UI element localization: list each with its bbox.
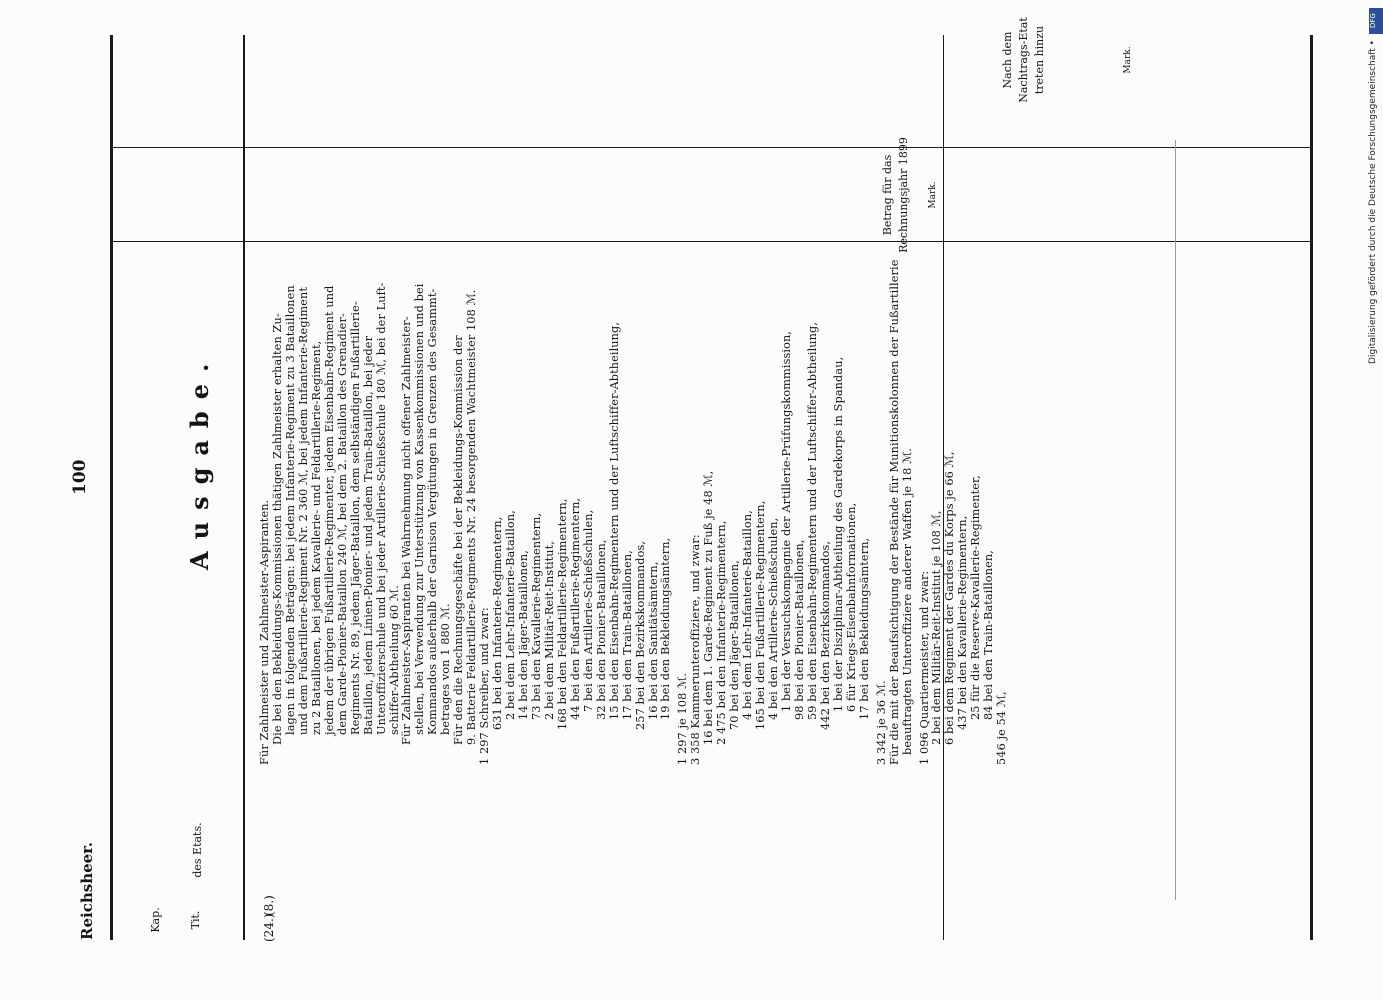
header-kap: Kap. <box>149 907 162 933</box>
body-line: 4 bei den Artillerie-Schießschulen, <box>767 517 781 720</box>
body-line: dem Garde-Pionier-Bataillon 240 ℳ, bei dem 2. Bataillon des Grenadier- <box>335 313 349 735</box>
body-line: Bataillon, jedem Linien-Pionier- und jedem Train-Bataillon, bei jeder <box>361 335 375 735</box>
body-line: und dem Fußartillerie-Regiment Nr. 2 360 ℳ, bei jedem Infanterie-Regiment <box>296 287 310 735</box>
body-line: 168 bei den Feldartillerie-Regimentern, <box>555 498 569 730</box>
header-nachtrag-unit: Mark. <box>1123 46 1133 74</box>
body-line: 14 bei den Jäger-Bataillonen, <box>517 550 530 720</box>
table-bottom-rule <box>1310 35 1313 940</box>
body-line: zu 2 Bataillonen, bei jedem Kavallerie- und Feldartillerie-Regiment, <box>309 340 323 735</box>
body-line: 3 358 Kammerunteroffiziere, und zwar: <box>689 534 703 765</box>
body-line: jedem der übrigen Fußartillerie-Regimenter, jedem Eisenbahn-Regiment und <box>322 285 336 735</box>
body-line: 6 für Kriegs-Eisenbahnformationen, <box>844 502 858 712</box>
body-line: 17 bei den Bekleidungsämtern, <box>857 537 871 720</box>
ausgabe-heading: Ausgabe. <box>185 351 214 570</box>
body-line: 3 342 je 36 ℳ. <box>874 680 888 765</box>
body-line: 4 bei dem Lehr-Infanterie-Bataillon, <box>741 510 755 720</box>
body-line: 17 bei den Train-Bataillonen, <box>620 550 634 720</box>
kap-value: (24.) <box>262 913 276 942</box>
body-line: 7 bei den Artillerie-Schießschulen, <box>581 509 595 712</box>
header-bottom-dotted <box>1175 140 1176 900</box>
body-line: schiffer-Abtheilung 60 ℳ. <box>387 585 401 735</box>
body-line: 15 bei den Eisenbahn-Regimentern und der Luftschiffer-Abtheilung, <box>607 321 621 720</box>
header-tit: Tit. <box>189 910 202 930</box>
body-line: 631 bei den Infanterie-Regimentern, <box>491 516 505 730</box>
body-line: betrages von 1 880 ℳ. <box>439 603 453 735</box>
body-line: Für den die Rechnungsgeschäfte bei der Bekleidungs-Kommission der <box>452 335 466 745</box>
tit-value: (8.) <box>262 895 276 916</box>
body-line: beauftragten Unteroffiziere anderer Waffen je 18 ℳ. <box>900 447 914 755</box>
body-line: 2 bei dem Lehr-Infanterie-Bataillon, <box>504 510 518 720</box>
body-line: 16 bei dem 1. Garde-Regiment zu Fuß je 48 ℳ, <box>702 470 716 745</box>
digitization-note: Digitalisierung gefördert durch die Deutsche Forschungsgemeinschaft • <box>1368 40 1378 364</box>
body-line: 16 bei den Sanitätsämtern, <box>646 561 660 720</box>
body-line: 1 bei der Disziplinar-Abtheilung des Gardekorps in Spandau, <box>831 356 845 712</box>
body-line: 1 297 je 108 ℳ. <box>676 672 690 765</box>
header-nachtrag: Nach dem Nachtrags-Etat treten hinzu <box>1001 17 1046 103</box>
body-line: 442 bei den Bezirkskommandos, <box>818 540 832 730</box>
body-line: 546 je 54 ℳ, <box>995 691 1009 765</box>
body-line: 59 bei den Eisenbahn-Regimentern und der Luftschiffer-Abtheilung, <box>805 321 819 720</box>
body-line: 2 bei dem Militär-Reit-Institut je 108 ℳ, <box>930 510 944 745</box>
header-column-divider <box>110 241 1310 242</box>
header-betrag-unit: Mark. <box>928 181 938 209</box>
body-line: Kommandos außerhalb der Garnison Vergütungen in Grenzen des Gesammt- <box>426 288 440 735</box>
body-line: Die bei den Bekleidungs-Kommissionen thätigen Zahlmeister erhalten Zu- <box>270 313 284 745</box>
body-line: 25 für die Reserve-Kavallerie-Regimenter, <box>969 475 983 720</box>
body-line: 98 bei den Pionier-Bataillonen, <box>792 539 806 720</box>
body-line: 1 bei der Versuchskompagnie der Artillerie-Prüfungskommission, <box>780 330 793 712</box>
body-line: 6 bei dem Regiment der Gardes du Korps je 66 ℳ, <box>943 451 957 745</box>
body-line: 1 297 Schreiber, und zwar: <box>478 607 492 765</box>
body-line: 70 bei den Jäger-Bataillonen, <box>728 560 742 730</box>
header-des-etats: des Etats. <box>191 822 204 878</box>
header-column-divider-2 <box>110 147 1310 148</box>
page-number: 100 <box>70 459 90 495</box>
body-line: Für Zahlmeister-Aspiranten bei Wahrnehmung nicht offener Zahlmeister- <box>400 316 414 745</box>
body-line: Regiments Nr. 89, jedem Jäger-Bataillon, dem selbständigen Fußartillerie- <box>348 301 362 735</box>
body-line: 44 bei den Fußartillerie-Regimentern, <box>568 497 582 720</box>
body-line: 2 475 bei den Infanterie-Regimentern, <box>715 520 729 745</box>
header-betrag: Betrag für das Rechnungsjahr 1899 <box>881 137 910 253</box>
table-top-rule <box>110 35 113 940</box>
body-line: 84 bei den Train-Bataillonen, <box>982 550 996 720</box>
body-line: lagen in folgenden Beträgen: bei jedem Infanterie-Regiment zu 3 Bataillonen <box>283 285 297 735</box>
body-line: 73 bei den Kavallerie-Regimentern, <box>529 512 543 720</box>
table-header-rule <box>243 35 245 940</box>
kap-tit-divider <box>170 147 244 148</box>
body-line: 437 bei den Kavallerie-Regimentern, <box>956 515 970 730</box>
body-line: 1 096 Quartiermeister, und zwar: <box>917 570 931 765</box>
body-line: 9. Batterie Feldartillerie-Regiments Nr. 24 besorgenden Wachtmeister 108 ℳ. <box>465 289 479 745</box>
dfg-badge: DFG <box>1369 8 1383 34</box>
body-line: 19 bei den Bekleidungsämtern, <box>659 537 673 720</box>
body-line: Für Zahlmeister und Zahlmeister-Aspiranten. <box>258 499 271 765</box>
body-line: 165 bei den Fußartillerie-Regimentern, <box>754 500 768 730</box>
body-line: stellen, bei Verwendung zur Unterstützung von Kassenkommissionen und bei <box>413 283 427 735</box>
body-line: Unteroffizierschule und bei jeder Artillerie-Schießschule 180 ℳ, bei der Luft- <box>374 282 388 735</box>
body-line: 257 bei den Bezirkskommandos, <box>633 540 647 730</box>
section-label: Reichsheer. <box>78 842 96 940</box>
body-line: Für die mit der Beaufsichtigung der Bestände für Munitionskolonnen der Fußartillerie <box>887 259 901 765</box>
body-line: 32 bei den Pionier-Bataillonen, <box>594 539 608 720</box>
body-line: 2 bei dem Militär-Reit-Institut, <box>542 540 556 720</box>
